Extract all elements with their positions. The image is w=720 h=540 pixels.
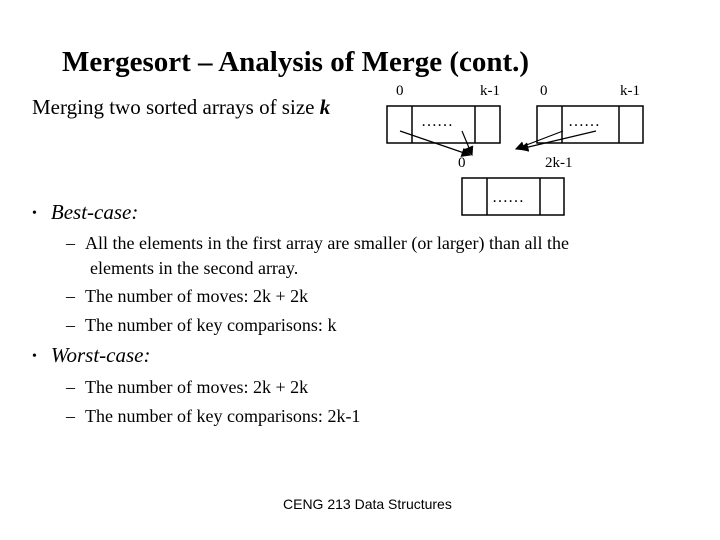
best-case-item-3-text: The number of key comparisons: k [85, 315, 337, 335]
dash: – [66, 406, 75, 426]
worst-case-bullet [32, 343, 150, 368]
intro-text-label: Merging two sorted arrays of size [32, 95, 320, 119]
array2-end-label: k-1 [620, 83, 640, 99]
worst-case-item-2 [66, 406, 360, 427]
arrow-array2-last [520, 131, 596, 149]
slide-footer: CENG 213 Data Structures [283, 496, 452, 512]
result-dots: …… [492, 189, 524, 206]
best-case-item-1 [66, 233, 569, 254]
slide-title: Mergesort – Analysis of Merge (cont.) [62, 46, 530, 78]
bullet-dot: • [32, 206, 37, 222]
dash: – [66, 377, 75, 397]
best-case-item-2 [66, 286, 308, 307]
best-case-item-1-text: All the elements in the first array are smaller (or larger) than all the [85, 233, 569, 253]
best-case-item-2-text: The number of moves: 2k + 2k [85, 286, 309, 306]
worst-case-item-1 [66, 377, 308, 398]
worst-case-item-1-text: The number of moves: 2k + 2k [85, 377, 309, 397]
result-end-label: 2k-1 [545, 155, 573, 171]
intro-variable: k [319, 95, 331, 119]
best-case-bullet [32, 200, 138, 225]
best-case-item-1-continuation: elements in the second array. [90, 258, 299, 278]
array2-start-label: 0 [540, 83, 548, 99]
dash: – [66, 315, 75, 335]
worst-case-heading: Worst-case: [50, 343, 151, 367]
worst-case-item-2-text: The number of key comparisons: 2k-1 [85, 406, 361, 426]
array2-dots: …… [568, 113, 600, 130]
result-start-label: 0 [458, 155, 466, 171]
array1-dots: …… [421, 113, 453, 130]
best-case-item-3 [66, 315, 336, 336]
array1-end-label: k-1 [480, 83, 500, 99]
bullet-dot: • [32, 349, 37, 365]
best-case-heading: Best-case: [50, 200, 139, 224]
dash: – [66, 286, 75, 306]
dash: – [66, 233, 75, 253]
array1-start-label: 0 [396, 83, 404, 99]
